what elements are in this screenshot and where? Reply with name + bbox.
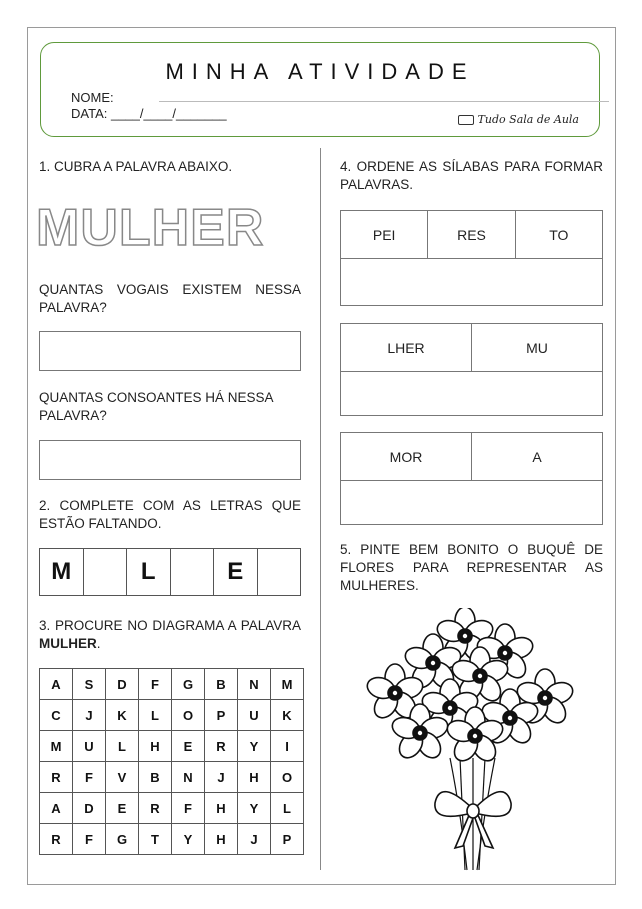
grid-cell[interactable]: Y [172, 824, 205, 855]
grid-row [40, 731, 304, 762]
grid-cell[interactable]: R [139, 793, 172, 824]
letter-blank[interactable] [84, 549, 128, 595]
grid-cell[interactable]: R [40, 824, 73, 855]
grid-cell[interactable]: B [139, 762, 172, 793]
grid-cell[interactable]: G [106, 824, 139, 855]
letter-cell: E [214, 549, 258, 595]
grid-cell[interactable]: P [205, 700, 238, 731]
grid-cell[interactable]: U [73, 731, 106, 762]
grid-cell[interactable]: L [139, 700, 172, 731]
word-search-grid [39, 668, 304, 855]
letter-blank[interactable] [258, 549, 301, 595]
grid-row [40, 669, 304, 700]
grid-cell[interactable]: F [73, 824, 106, 855]
syllable-table-3 [340, 432, 603, 525]
grid-cell[interactable]: Y [238, 793, 271, 824]
q3-prompt [39, 617, 301, 653]
grid-cell[interactable]: H [139, 731, 172, 762]
syllable-table-2 [340, 323, 603, 416]
grid-cell[interactable]: G [172, 669, 205, 700]
grid-cell[interactable]: E [172, 731, 205, 762]
q4-prompt: 4. ORDENE AS SÍLABAS PARA FORMAR PALAVRAS. [340, 159, 603, 192]
grid-cell[interactable]: F [172, 793, 205, 824]
book-icon [458, 115, 474, 125]
grid-cell[interactable]: L [271, 793, 304, 824]
syllable-cell: RES [428, 211, 515, 258]
grid-cell[interactable]: T [139, 824, 172, 855]
grid-cell[interactable]: F [139, 669, 172, 700]
grid-cell[interactable]: S [73, 669, 106, 700]
q3-prompt-text: 3. PROCURE NO DIAGRAMA A PALAVRA [39, 618, 301, 633]
grid-cell[interactable]: N [238, 669, 271, 700]
syllable-cell: TO [549, 226, 569, 243]
grid-cell[interactable]: H [238, 762, 271, 793]
letter-row [39, 548, 301, 596]
grid-cell[interactable]: F [73, 762, 106, 793]
logo [458, 113, 579, 126]
grid-cell[interactable]: A [40, 793, 73, 824]
name-line [159, 101, 609, 102]
grid-cell[interactable]: E [106, 793, 139, 824]
grid-cell[interactable]: R [205, 731, 238, 762]
grid-cell[interactable]: M [271, 669, 304, 700]
grid-row [40, 793, 304, 824]
column-divider [320, 148, 321, 870]
grid-cell[interactable]: O [271, 762, 304, 793]
syllable-cell: MOR [341, 433, 472, 480]
grid-cell[interactable]: K [271, 700, 304, 731]
grid-cell[interactable]: N [172, 762, 205, 793]
letter-blank[interactable] [171, 549, 215, 595]
syllable-cell: LHER [341, 324, 472, 371]
grid-cell[interactable]: C [40, 700, 73, 731]
grid-cell[interactable]: J [205, 762, 238, 793]
grid-cell[interactable]: M [40, 731, 73, 762]
name-label: NOME: [71, 90, 114, 105]
vowels-answer-box[interactable] [39, 331, 301, 371]
vowels-question: QUANTAS VOGAIS EXISTEM NESSA PALAVRA? [39, 282, 301, 315]
q3-prompt-word: MULHER [39, 636, 97, 651]
q5-prompt: 5. PINTE BEM BONITO O BUQUÊ DE FLORES PARA REPRESENTAR AS MULHERES. [340, 542, 603, 593]
syllable-cell: A [532, 448, 542, 465]
grid-row [40, 824, 304, 855]
syllable-cell: MU [526, 339, 548, 356]
grid-row [40, 762, 304, 793]
letter-cell: M [40, 549, 84, 595]
syllable-row [341, 433, 602, 481]
grid-cell[interactable]: L [106, 731, 139, 762]
header-box [40, 42, 600, 137]
q3-prompt-end: . [96, 636, 101, 651]
grid-row [40, 700, 304, 731]
grid-cell[interactable]: D [73, 793, 106, 824]
syllable-row [341, 324, 602, 372]
consonants-question: QUANTAS CONSOANTES HÁ NESSA PALAVRA? [39, 390, 273, 423]
syllable-answer-box[interactable] [341, 372, 602, 418]
syllable-table-1 [340, 210, 603, 306]
letter-cell: L [127, 549, 171, 595]
grid-cell[interactable]: U [238, 700, 271, 731]
grid-cell[interactable]: A [40, 669, 73, 700]
grid-cell[interactable]: H [205, 793, 238, 824]
grid-cell[interactable]: B [205, 669, 238, 700]
grid-cell[interactable]: J [73, 700, 106, 731]
syllable-answer-box[interactable] [341, 481, 602, 527]
grid-cell[interactable]: H [205, 824, 238, 855]
flower-bouquet-illustration[interactable] [355, 608, 590, 876]
consonants-answer-box[interactable] [39, 440, 301, 480]
grid-cell[interactable]: V [106, 762, 139, 793]
syllable-row [341, 211, 602, 259]
syllable-answer-box[interactable] [341, 259, 602, 305]
q1-prompt: 1. CUBRA A PALAVRA ABAIXO. [39, 159, 233, 174]
q2-prompt: 2. COMPLETE COM AS LETRAS QUE ESTÃO FALTANDO. [39, 498, 301, 531]
page-title: MINHA ATIVIDADE [165, 59, 475, 84]
grid-cell[interactable]: J [238, 824, 271, 855]
grid-cell[interactable]: K [106, 700, 139, 731]
grid-cell[interactable]: P [271, 824, 304, 855]
grid-cell[interactable]: I [271, 731, 304, 762]
grid-cell[interactable]: D [106, 669, 139, 700]
grid-cell[interactable]: Y [238, 731, 271, 762]
grid-cell[interactable]: R [40, 762, 73, 793]
outline-word: MULHER [36, 199, 265, 257]
syllable-cell: PEI [341, 211, 428, 258]
grid-cell[interactable]: O [172, 700, 205, 731]
logo-text: Tudo Sala de Aula [477, 113, 579, 126]
date-label: DATA: ____/____/_______ [71, 106, 227, 121]
